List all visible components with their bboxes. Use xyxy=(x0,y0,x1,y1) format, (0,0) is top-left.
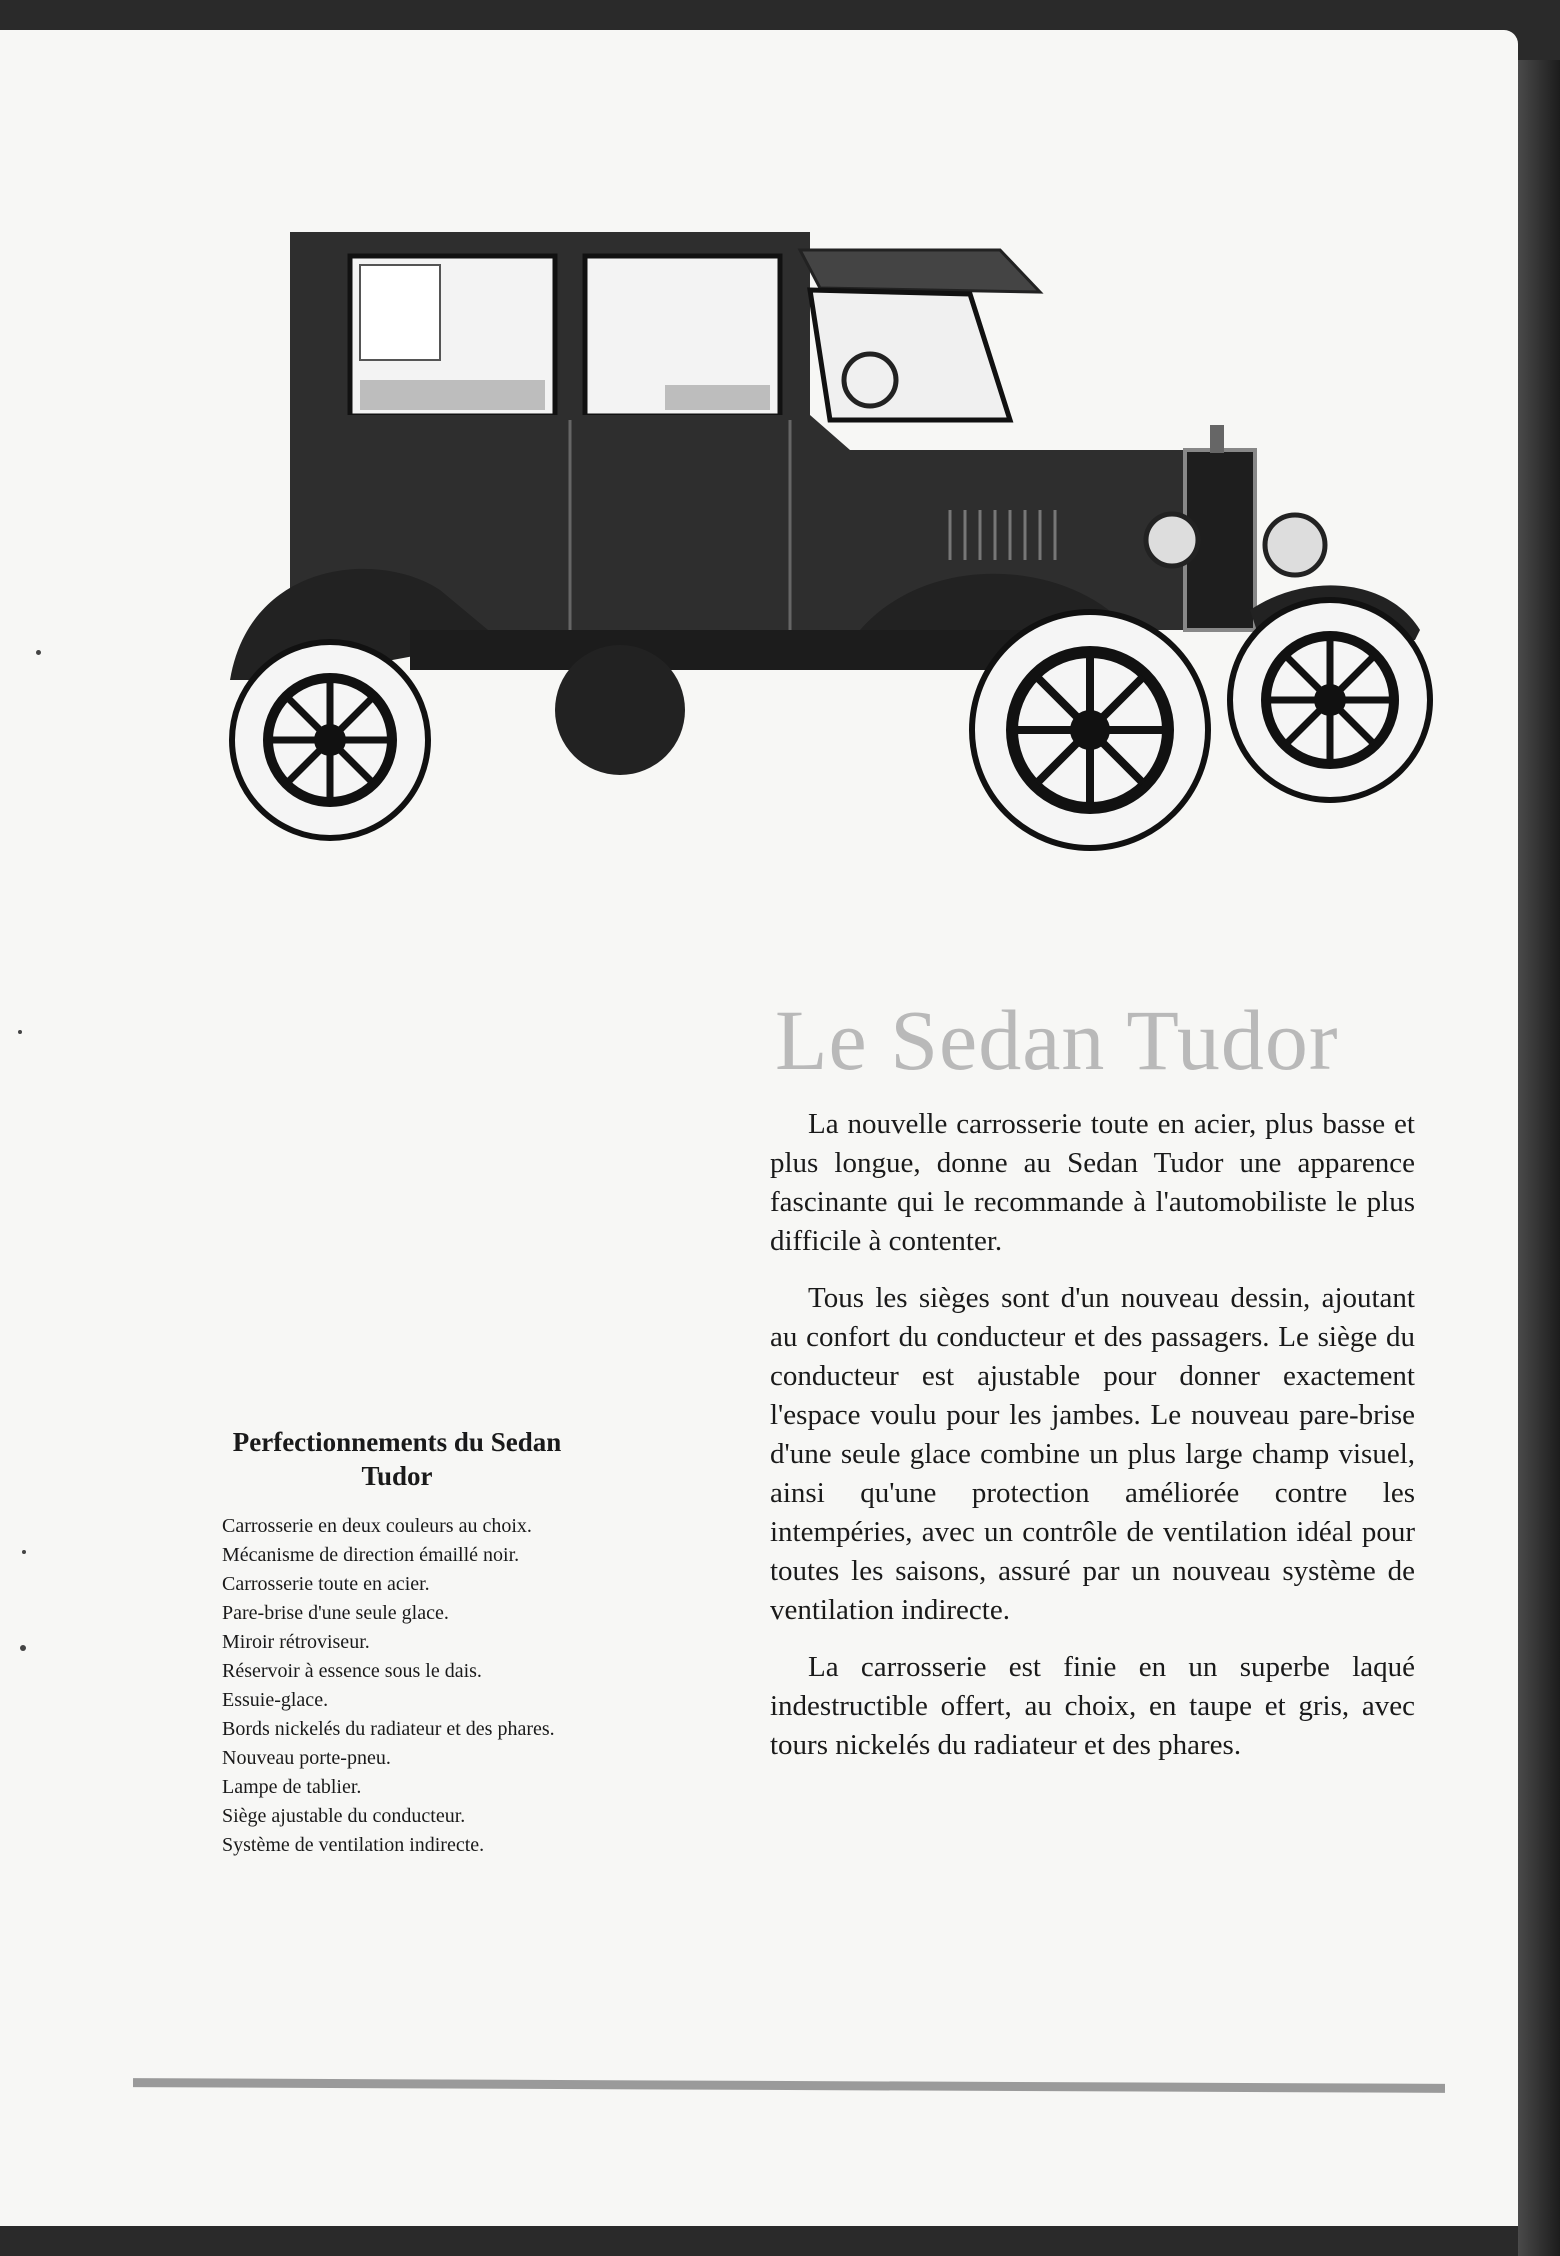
feature-item: Pare-brise d'une seule glace. xyxy=(222,1602,449,1624)
page-edge-shadow xyxy=(1518,60,1560,2256)
sedan-car-illustration xyxy=(210,210,1440,910)
paper-speck xyxy=(18,1030,22,1034)
description-paragraph: La nouvelle carrosserie toute en acier, plus basse et plus longue, donne au Sedan Tudor une apparence fascinante qui le recommande à l'automobiliste le plus difficile à contenter. xyxy=(770,1108,1415,1257)
feature-item: Réservoir à essence sous le dais. xyxy=(222,1660,482,1682)
feature-item: Lampe de tablier. xyxy=(222,1776,362,1798)
description-paragraph: Tous les sièges sont d'un nouveau dessin, ajoutant au confort du conducteur et des passagers. Le siège du conducteur est ajustable pour donner exactement l'espace voulu pour les jambes. Le nouveau pare-brise d'une seule glace combine un plus large champ visuel, ainsi qu'une protection améliorée contre les intempéries, avec un contrôle de ventilation idéal pour toutes les saisons, assuré par un nouveau système de ventilation indirecte. xyxy=(770,1282,1415,1626)
bottom-rule xyxy=(133,2078,1445,2093)
feature-item: Miroir rétroviseur. xyxy=(222,1631,370,1653)
features-list xyxy=(222,1515,572,1856)
feature-item: Essuie-glace. xyxy=(222,1689,329,1711)
feature-item: Mécanisme de direction émaillé noir. xyxy=(222,1544,520,1566)
features-heading: Perfectionnements du Sedan Tudor xyxy=(232,1427,562,1491)
features-box xyxy=(222,1425,572,1863)
feature-item: Bords nickelés du radiateur et des phares. xyxy=(222,1718,555,1740)
page-title: Le Sedan Tudor xyxy=(775,992,1339,1088)
feature-item: Nouveau porte-pneu. xyxy=(222,1747,391,1769)
paper-speck xyxy=(36,650,41,655)
feature-item: Siège ajustable du conducteur. xyxy=(222,1805,466,1827)
feature-item: Système de ventilation indirecte. xyxy=(222,1834,485,1856)
page xyxy=(0,30,1518,2226)
feature-item: Carrosserie toute en acier. xyxy=(222,1573,430,1595)
description-body xyxy=(770,1105,1415,1783)
description-paragraph: La carrosserie est finie en un superbe laqué indestructible offert, au choix, en taupe et gris, avec tours nickelés du radiateur et des phares. xyxy=(770,1651,1415,1761)
paper-speck xyxy=(22,1550,26,1554)
paper-speck xyxy=(20,1645,26,1651)
feature-item: Carrosserie en deux couleurs au choix. xyxy=(222,1515,532,1537)
